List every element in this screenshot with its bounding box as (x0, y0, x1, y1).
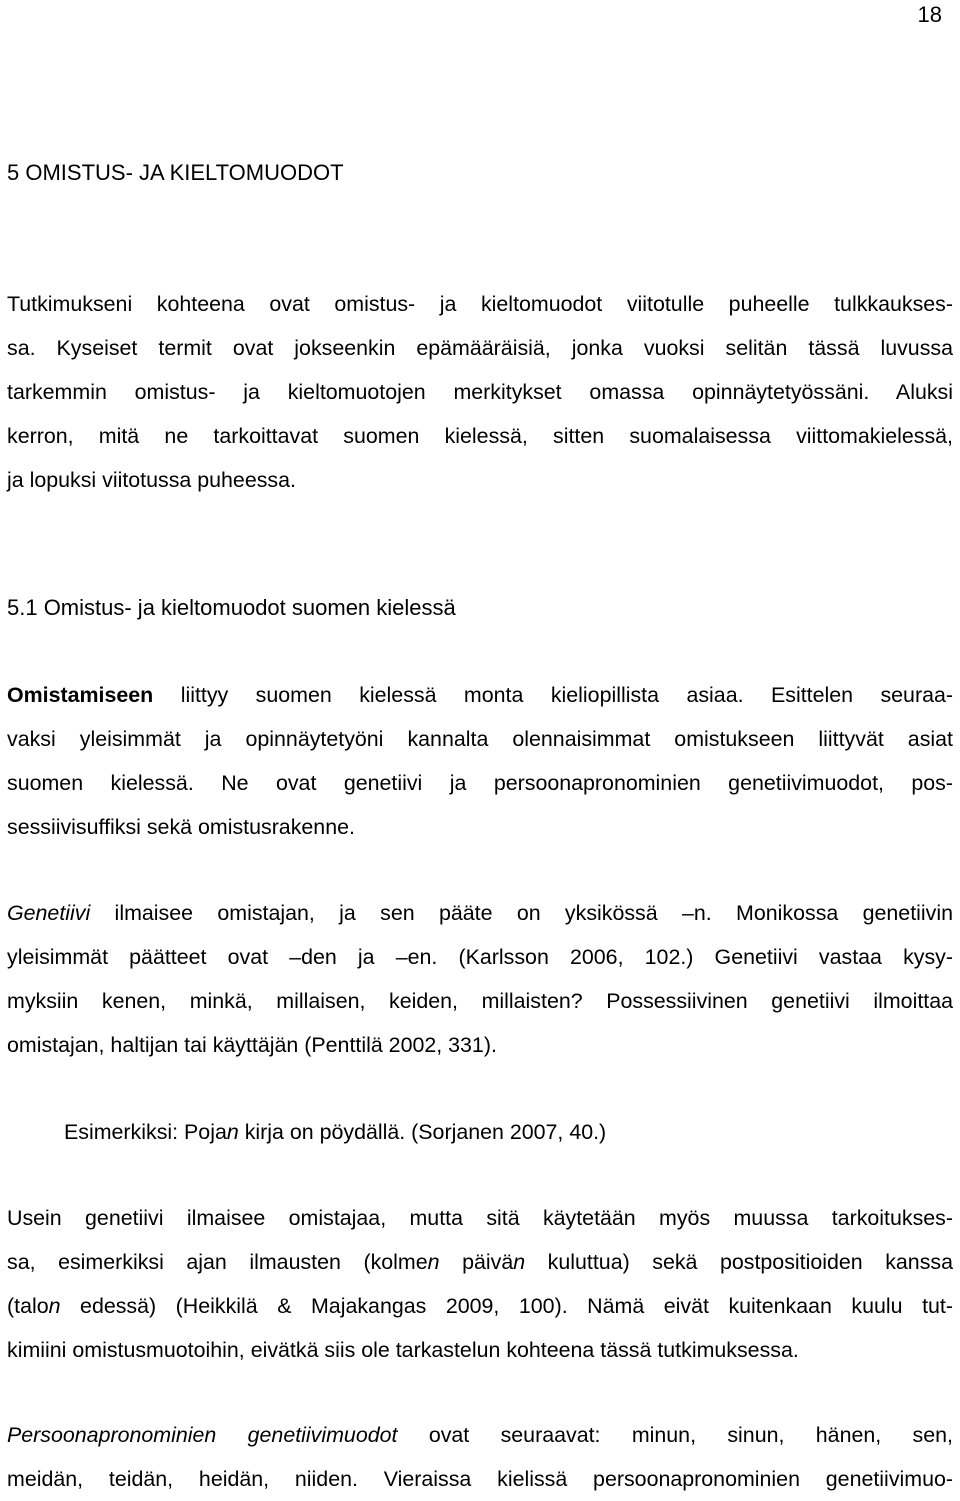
persoona-line (7, 1413, 953, 1457)
example-prefix: Esimerkiksi: Poja (64, 1120, 227, 1144)
usein-line (7, 1284, 953, 1328)
section-title: 5.1 Omistus- ja kieltomuodot suomen kielessä (7, 595, 456, 620)
chapter-title: 5 OMISTUS- JA KIELTOMUODOT (7, 160, 344, 185)
example-sentence (64, 1110, 606, 1154)
usein-text: sa, esimerkiksi ajan ilmausten (kolme (7, 1250, 428, 1274)
intro-line: kerron, mitä ne tarkoittavat suomen kielessä, sitten suomalaisessa viittomakielessä, (7, 424, 953, 448)
persoona-term: Persoonapronominien genetiivimuodot (7, 1423, 398, 1447)
omistaminen-line: vaksi yleisimmät ja opinnäytetyöni kannalta olennaisimmat omistukseen liittyvät asiat (7, 727, 953, 751)
usein-text: (talo (7, 1294, 49, 1318)
genitive-ending: n (427, 1250, 440, 1274)
persoona-line: meidän, teidän, heidän, niiden. Vieraissa kielissä persoonapronominien genetiivimuo- (7, 1467, 953, 1491)
usein-paragraph (7, 1196, 953, 1372)
genetiivi-line: myksiin kenen, minkä, millaisen, keiden, millaisten? Possessiivinen genetiivi ilmoittaa (7, 989, 953, 1013)
persoona-paragraph (7, 1413, 953, 1501)
genetiivi-line: yleisimmät päätteet ovat –den ja –en. (Karlsson 2006, 102.) Genetiivi vastaa kysy- (7, 945, 953, 969)
intro-line: tarkemmin omistus- ja kieltomuotojen merkitykset omassa opinnäytetyössäni. Aluksi (7, 380, 953, 404)
example-suffix: kirja on pöydällä. (Sorjanen 2007, 40.) (238, 1120, 607, 1144)
genetiivi-paragraph (7, 891, 953, 1067)
omistamiseen-term: Omistamiseen (7, 683, 154, 707)
omistaminen-paragraph (7, 673, 953, 849)
usein-line: kimiini omistusmuotoihin, eivätkä siis ole tarkastelun kohteena tässä tutkimuksessa. (7, 1338, 799, 1362)
usein-text: edessä) (Heikkilä & Majakangas 2009, 100). Nämä eivät kuitenkaan kuulu tut- (60, 1294, 953, 1318)
omistaminen-line (7, 673, 953, 717)
genitive-ending: n (513, 1250, 526, 1274)
intro-paragraph (7, 282, 953, 502)
usein-line (7, 1240, 953, 1284)
example-genitive-ending: n (226, 1120, 239, 1144)
genetiivi-text: ilmaisee omistajan, ja sen pääte on yksikössä –n. Monikossa genetiivin (90, 901, 953, 925)
intro-line: ja lopuksi viitotussa puheessa. (7, 468, 296, 492)
genetiivi-line: omistajan, haltijan tai käyttäjän (Penttilä 2002, 331). (7, 1033, 497, 1057)
usein-line: Usein genetiivi ilmaisee omistajaa, mutta sitä käytetään myös muussa tarkoitukses- (7, 1206, 953, 1230)
genitive-ending: n (48, 1294, 61, 1318)
page-number: 18 (917, 2, 942, 27)
intro-line: Tutkimukseni kohteena ovat omistus- ja kieltomuodot viitotulle puheelle tulkkaukses- (7, 292, 953, 316)
omistaminen-line: suomen kielessä. Ne ovat genetiivi ja persoonapronominien genetiivimuodot, pos- (7, 771, 953, 795)
usein-text: kuluttua) sekä postpositioiden kanssa (525, 1250, 953, 1274)
omistaminen-line: sessiivisuffiksi sekä omistusrakenne. (7, 815, 355, 839)
genetiivi-line (7, 891, 953, 935)
omistaminen-text: liittyy suomen kielessä monta kieliopillista asiaa. Esittelen seuraa- (153, 683, 953, 707)
persoona-text: ovat seuraavat: minun, sinun, hänen, sen, (397, 1423, 953, 1447)
usein-text: päivä (439, 1250, 514, 1274)
intro-line: sa. Kyseiset termit ovat jokseenkin epämääräisiä, jonka vuoksi selitän tässä luvussa (7, 336, 953, 360)
genetiivi-term: Genetiivi (7, 901, 91, 925)
